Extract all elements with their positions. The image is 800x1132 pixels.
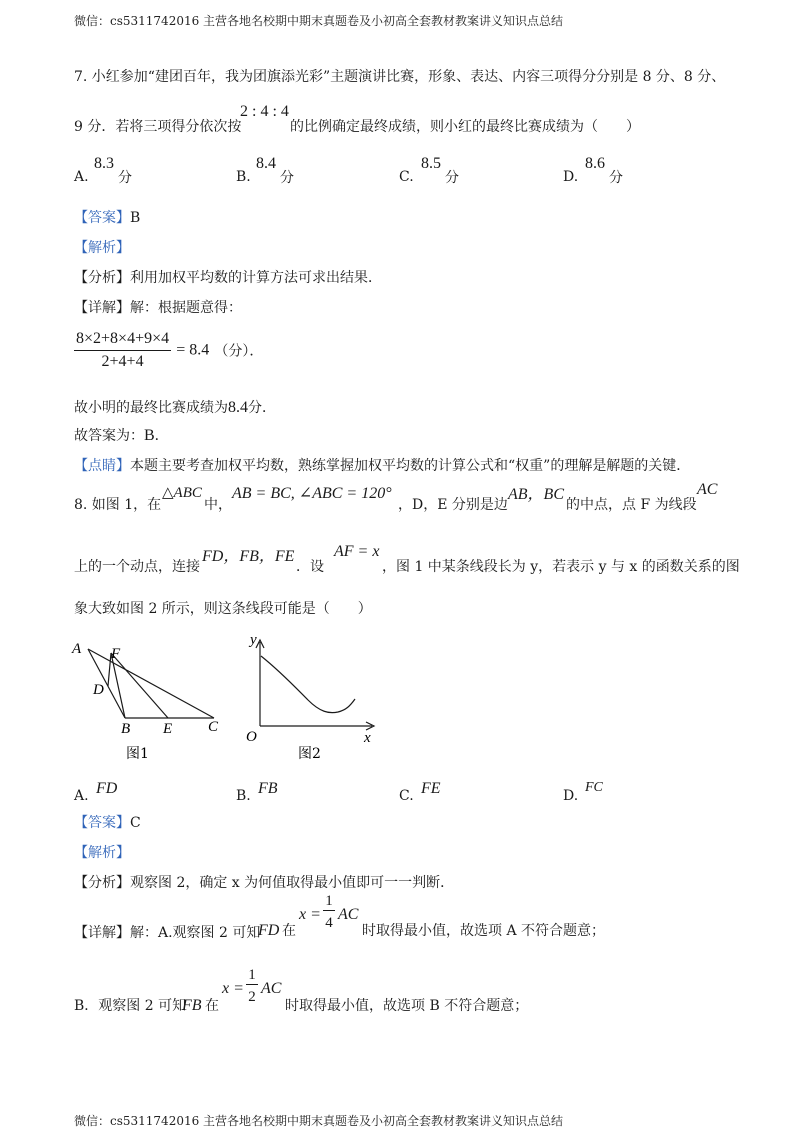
fig2-origin-label: O [246,729,257,745]
q8-fenxi [74,872,454,892]
q8-answer-value: C [130,815,141,831]
q8-detail-a-text: 解：A.观察图 2 可知 [130,925,261,941]
q8-detail-a-segment: FD [258,922,280,939]
fig1-caption: 图1 [126,746,149,762]
q7-option-b-unit: 分 [280,170,294,186]
q7-comment-text: 本题主要考查加权平均数，熟练掌握加权平均数的计算公式和“权重”的理解是解题的关键． [130,458,691,474]
q7-conclusion-2 [74,425,169,445]
q8-option-a-value: FD [96,780,118,797]
q8-l2-a: 上的一个动点，连接 [74,559,200,575]
q8-l1-a: 8. 如图 1，在 [74,497,162,513]
fig1-label-f: F [111,646,121,662]
q8-option-a-letter: A. [74,788,89,804]
q7-option-a-unit: 分 [118,170,132,186]
q7-answer-value: B [130,210,141,226]
q7-fraction [74,330,171,371]
q8-detail-b-at: 在 [205,998,219,1014]
q7-comment [74,455,690,475]
q8-option-d-value: FC [585,780,603,795]
q7-detail-tag: 【详解】 [74,300,130,316]
q8-option-c-letter: C. [399,788,414,804]
q7-fraction-denominator: 2+4+4 [101,353,144,370]
q8-answer [74,812,141,832]
q8-answer-tag: 【答案】 [74,815,130,831]
q8-l2-e: ，图 1 中某条线段长为 y，若表示 y 与 x 的函数关系的图 [382,559,740,575]
fig1-label-c: C [208,719,219,735]
q7-stem-line1: 7. 小红参加“建团百年，我为团旗添光彩”主题演讲比赛，形象、表达、内容三项得分分别是 8 分、8 分、 [74,69,726,85]
q8-detail-b-pre: B．观察图 2 可知 [74,998,187,1014]
q8-figure-1 [66,636,236,766]
q8-detail-a-numerator: 1 [323,893,335,911]
fig2-x-axis-label: x [364,730,371,746]
q7-conclusion-2-value: B [144,427,155,444]
q8-detail-a-denominator: 4 [325,915,333,931]
q8-stem-line3: 象大致如图 2 所示，则这条线段可能是（ ） [74,601,372,617]
q8-segments: FD，FB，FE [202,548,295,565]
q8-detail-a-ac: AC [338,906,359,923]
fig1-label-d: D [93,682,104,698]
q8-option-d-letter: D. [563,788,579,804]
q8-segment-ac: AC [697,481,718,498]
q7-stem-line2-pre: 9 分．若将三项得分依次按 [74,119,242,135]
q8-detail-b-segment: FB [182,997,202,1014]
q8-l1-d: ，D，E 分别是边 [398,497,508,513]
q8-stem-line1 [74,494,161,514]
q8-af-equals-x: AF = x [334,543,380,560]
q7-option-a-value: 8.3 [94,155,114,172]
q8-detail-a-post: 时取得最小值，故选项 A 不符合题意； [362,923,606,939]
q8-l1-f: 的中点，点 F 为线段 [566,497,697,513]
fig1-label-e: E [163,721,173,737]
q7-option-b-letter: B. [236,169,251,185]
q7-option-d-letter: D. [563,169,579,185]
q7-conclusion-1-pre: 故小明的最终比赛成绩为 [74,400,228,416]
q7-fenxi-text: 利用加权平均数的计算方法可求出结果． [130,270,382,286]
q7-conclusion-2-pre: 故答案为： [74,428,144,444]
q8-l2-c: ．设 [296,559,324,575]
fig1-label-b: B [121,721,131,737]
q7-option-d-unit: 分 [609,170,623,186]
q7-option-c-unit: 分 [445,170,459,186]
q7-fenxi-tag: 【分析】 [74,270,130,286]
fig1-label-a: A [72,641,82,657]
q7-option-c-letter: C. [399,169,414,185]
q8-detail-tag: 【详解】 [74,925,130,941]
fig2-caption: 图2 [298,746,321,762]
q8-option-b-letter: B. [236,788,251,804]
q7-comment-tag: 【点睛】 [74,458,130,474]
q8-detail-b-post: 时取得最小值，故选项 B 不符合题意； [285,998,529,1014]
q8-detail-a [74,922,260,942]
q8-triangle-abc: △ABC [162,485,202,501]
q8-detail-a-x: x = [299,906,321,923]
q7-fraction-numerator: 8×2+8×4+9×4 [74,330,171,351]
q8-detail-b-ac: AC [261,980,282,997]
q7-conclusion-1 [74,397,276,417]
q7-detail-text: 解：根据题意得： [130,300,242,316]
q8-l1-b: 中， [204,497,232,513]
q7-fraction-unit: （分）． [214,343,264,360]
q7-answer [74,207,140,227]
q8-condition: AB = BC, ∠ABC = 120° [232,485,392,502]
q7-answer-tag: 【答案】 [74,210,130,226]
q7-conclusion-1-value: 8.4 [228,399,248,416]
q7-option-d-value: 8.6 [585,155,605,172]
q7-conclusion-2-post: ． [154,428,169,444]
q8-detail-a-at: 在 [282,923,296,939]
q8-sides-ab-bc: AB，BC [508,486,564,503]
q7-conclusion-1-post: 分． [248,400,276,416]
page-footer: 微信：cs5311742016 主营各地名校期中期末真题卷及小初高全套教材教案讲义知识点总结 [74,1114,564,1128]
q7-calculation [74,330,263,371]
fig2-y-axis-label: y [250,632,257,648]
q7-ratio: 2 : 4 : 4 [240,103,289,120]
q8-detail-b-denominator: 2 [248,989,256,1005]
q8-option-c-value: FE [421,780,441,797]
q8-fenxi-tag: 【分析】 [74,875,130,891]
q7-option-b-value: 8.4 [256,155,276,172]
q8-figure-2 [236,628,384,768]
q8-fenxi-text: 观察图 2，确定 x 为何值取得最小值即可一一判断． [130,875,455,891]
q7-option-c-value: 8.5 [421,155,441,172]
q8-option-b-value: FB [258,780,278,797]
q7-fenxi [74,267,382,287]
page-header: 微信：cs5311742016 主营各地名校期中期末真题卷及小初高全套教材教案讲义知识点总结 [74,14,564,28]
q7-fraction-result: = 8.4 [176,341,210,359]
q8-detail-b-x: x = [222,980,244,997]
q7-stem-line2-post: 的比例确定最终成绩，则小红的最终比赛成绩为（ ） [290,119,640,135]
q7-option-a-letter: A. [74,169,89,185]
q8-detail-b-numerator: 1 [246,967,258,985]
q7-detail [74,297,242,317]
q8-analysis-tag: 【解析】 [74,845,130,861]
q7-analysis-tag: 【解析】 [74,240,130,256]
